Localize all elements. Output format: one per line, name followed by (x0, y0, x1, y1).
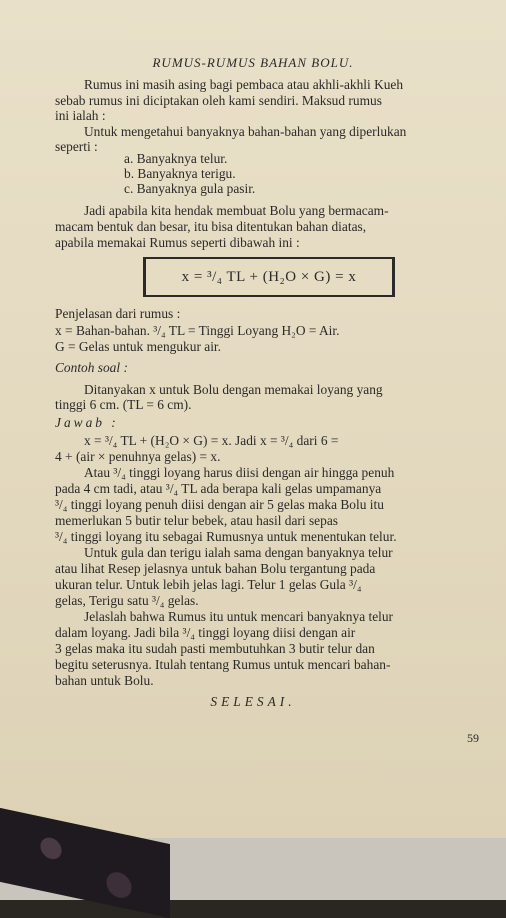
list-item: b. Banyaknya terigu. (124, 166, 236, 181)
closing-text: SELESAI. (210, 694, 296, 709)
text-line: dalam loyang. Jadi bila ³/₄ tinggi loyang diisi dengan air (55, 625, 356, 640)
text-line: Untuk gula dan terigu ialah sama dengan banyaknya telur (84, 545, 393, 560)
text-line: gelas, Terigu satu ³/₄ gelas. (55, 593, 199, 608)
text-line: ukuran telur. Untuk lebih jelas lagi. Telur 1 gelas Gula ³/₄ (55, 577, 362, 592)
page-title: RUMUS-RUMUS BAHAN BOLU. (152, 55, 354, 70)
section-heading: Jawab : (55, 415, 119, 430)
text-line: Jadi apabila kita hendak membuat Bolu yang bermacam- (84, 203, 389, 218)
text-line: atau lihat Resep jelasnya untuk bahan Bolu tergantung pada (55, 561, 376, 576)
text-line: begitu seterusnya. Itulah tentang Rumus untuk mencari bahan- (55, 657, 391, 672)
text-line: Ditanyakan x untuk Bolu dengan memakai loyang yang (84, 382, 383, 397)
text-line: Rumus ini masih asing bagi pembaca atau akhli-akhli Kueh (84, 77, 404, 92)
text-line: tinggi 6 cm. (TL = 6 cm). (55, 397, 192, 412)
text-line: G = Gelas untuk mengukur air. (55, 339, 221, 354)
list-item: a. Banyaknya telur. (124, 151, 228, 166)
text-line: ³/₄ tinggi loyang penuh diisi dengan air 5 gelas maka Bolu itu (55, 497, 384, 512)
text-line: seperti : (55, 139, 98, 154)
list-item: c. Banyaknya gula pasir. (124, 181, 256, 196)
text-line: 4 + (air × penuhnya gelas) = x. (55, 449, 221, 464)
text-line: x = Bahan-bahan. ³/₄ TL = Tinggi Loyang H₂O = Air. (55, 323, 340, 338)
text-line: pada 4 cm tadi, atau ³/₄ TL ada berapa kali gelas umpamanya (55, 481, 382, 496)
page-number: 59 (467, 731, 479, 745)
section-heading: Contoh soal : (55, 360, 128, 375)
text-line: apabila memakai Rumus seperti dibawah ini : (55, 235, 300, 250)
text-line: ³/₄ tinggi loyang itu sebagai Rumusnya untuk menentukan telur. (55, 529, 397, 544)
text-line: macam bentuk dan besar, itu bisa ditentukan bahan diatas, (55, 219, 367, 234)
text-line: memerlukan 5 butir telur bebek, atau hasil dari sepas (55, 513, 338, 528)
text-line: Untuk mengetahui banyaknya bahan-bahan yang diperlukan (84, 124, 407, 139)
text-line: Penjelasan dari rumus : (55, 306, 181, 321)
text-line: ini ialah : (55, 108, 106, 123)
text-line: Jelaslah bahwa Rumus itu untuk mencari banyaknya telur (84, 609, 394, 624)
formula-box: x = ³/₄ TL + (H₂O × G) = x (143, 257, 395, 297)
text-line: sebab rumus ini diciptakan oleh kami sendiri. Maksud rumus (55, 93, 382, 108)
text-line: 3 gelas maka itu sudah pasti membutuhkan 3 butir telur dan (55, 641, 375, 656)
text-line: x = ³/₄ TL + (H₂O × G) = x. Jadi x = ³/₄ dari 6 = (84, 433, 339, 448)
text-line: Atau ³/₄ tinggi loyang harus diisi dengan air hingga penuh (84, 465, 395, 480)
text-line: bahan untuk Bolu. (55, 673, 154, 688)
